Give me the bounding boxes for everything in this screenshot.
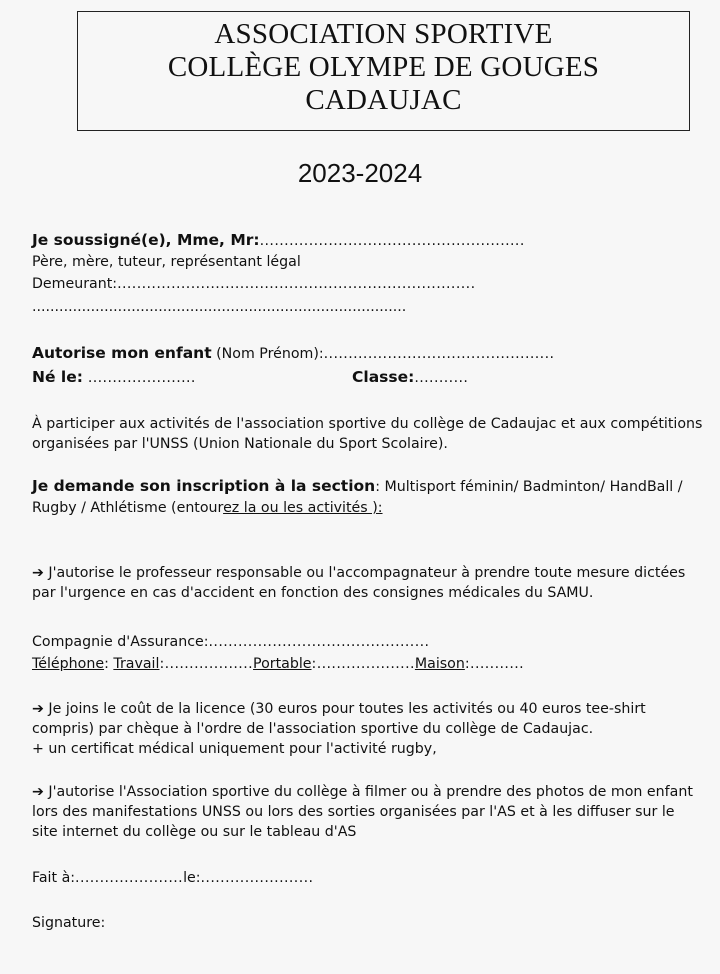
address-field[interactable]: ................................................................................... (32, 299, 407, 315)
travail-field[interactable]: :.................. (159, 656, 254, 672)
licence-line-3: + un certificat médical uniquement pour l'activité rugby, (32, 741, 437, 757)
urgence-line-2: par l'urgence en cas d'accident en fonction des consignes médicales du SAMU. (32, 585, 594, 601)
participation-line-2: organisées par l'UNSS (Union Nationale du Sport Scolaire). (32, 436, 448, 452)
telephone-label: Téléphone (32, 656, 105, 672)
nom-prenom-label: (Nom Prénom): (211, 346, 324, 362)
telephone-row (32, 655, 524, 674)
demeurant-field[interactable]: ......................................................................... (117, 276, 476, 292)
birth-row (32, 368, 196, 388)
urgence-line-1: ➔ J'autorise le professeur responsable ou l'accompagnateur à prendre toute mesure dictées (32, 565, 686, 581)
sections-list: : Multisport féminin/ Badminton/ HandBall / (375, 479, 683, 495)
droit-image-line-3: site internet du collège ou sur le tableau d'AS (32, 824, 357, 840)
maison-field[interactable]: :........... (464, 656, 525, 672)
sections-instruction: ez la ou les activités ): (223, 500, 383, 516)
birth-date-field[interactable]: ...................... (82, 370, 196, 386)
school-year: 2023-2024 (297, 158, 423, 188)
droit-image-line-1: ➔ J'autorise l'Association sportive du collège à filmer ou à prendre des photos de mon enfant (32, 784, 693, 800)
autorise-label: Autorise mon enfant (32, 344, 212, 362)
demeurant-label: Demeurant: (32, 276, 118, 292)
soussigne-field[interactable]: ...................................................... (259, 233, 525, 249)
droit-image-line-2: lors des manifestations UNSS ou lors des sorties organisées par l'AS et à les diffuser sur le (32, 804, 675, 820)
sections-row-2 (32, 499, 383, 518)
portable-label: Portable (253, 656, 312, 672)
fait-label: Fait à: (32, 870, 76, 886)
header-box (77, 11, 690, 131)
fait-field[interactable]: ...................... (75, 870, 184, 886)
le-label: le: (183, 870, 201, 886)
header-line-2: COLLÈGE OLYMPE DE GOUGES (167, 51, 600, 83)
demeurant-row (32, 275, 475, 294)
licence-line-1: ➔ Je joins le coût de la licence (30 euros pour toutes les activités ou 40 euros tee-shirt (32, 701, 646, 717)
participation-line-1: À participer aux activités de l'association sportive du collège de Cadaujac et aux compétitions (32, 416, 703, 432)
date-field[interactable]: ....................... (200, 870, 314, 886)
classe-field[interactable]: ........... (414, 370, 469, 386)
child-name-field[interactable]: ............................................... (323, 346, 555, 362)
autorise-row (32, 344, 554, 364)
inscription-row (32, 477, 683, 497)
inscription-label: Je demande son inscription à la section (32, 477, 376, 495)
header-line-1: ASSOCIATION SPORTIVE (214, 18, 553, 50)
licence-line-2: compris) par chèque à l'ordre de l'association sportive du collège de Cadaujac. (32, 721, 594, 737)
signature-label: Signature: (32, 915, 106, 931)
classe-row (352, 368, 468, 388)
sections-list-2: Rugby / Athlétisme (entour (32, 500, 224, 516)
fait-row (32, 869, 313, 888)
assurance-field[interactable]: ............................................. (208, 634, 430, 650)
relation-text: Père, mère, tuteur, représentant légal (32, 254, 301, 270)
telephone-colon: : (104, 656, 114, 672)
soussigne-label: Je soussigné(e), Mme, Mr: (32, 231, 260, 249)
header-line-3: CADAUJAC (305, 84, 462, 116)
soussigne-row (32, 231, 525, 251)
classe-label: Classe: (352, 368, 415, 386)
portable-field[interactable]: :.................... (311, 656, 415, 672)
assurance-label: Compagnie d'Assurance: (32, 634, 209, 650)
ne-le-label: Né le: (32, 368, 83, 386)
travail-label: Travail (113, 656, 160, 672)
assurance-row (32, 633, 429, 652)
maison-label: Maison (414, 656, 465, 672)
